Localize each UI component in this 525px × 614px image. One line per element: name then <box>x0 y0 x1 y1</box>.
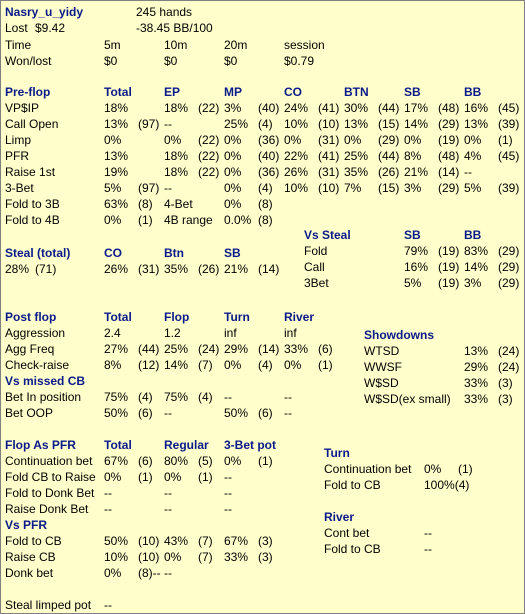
flop-as-pfr-cell-value: 67% <box>104 454 129 468</box>
preflop-cell-value: -- <box>164 117 172 131</box>
preflop-cell-count: (45) <box>498 101 520 115</box>
preflop-header: BTN <box>344 85 369 99</box>
postflop-cell-value: 29% <box>224 342 249 356</box>
preflop-cell-count: (40) <box>258 149 280 163</box>
steal-total-cell-count: (14) <box>258 262 280 276</box>
vs-pfr-title: Vs PFR <box>5 518 48 532</box>
vs-pfr-cell-count: (3) <box>258 534 273 548</box>
summary-header: 5m <box>104 38 121 52</box>
flop-as-pfr-cell-count: (1) <box>198 470 213 484</box>
summary-header: 20m <box>224 38 248 52</box>
preflop-cell-count: (10) <box>318 117 340 131</box>
preflop-cell-value: 13% <box>104 117 129 131</box>
flop-as-pfr-header: Regular <box>164 438 209 452</box>
preflop-cell-value: 16% <box>464 101 489 115</box>
river-title: River <box>324 510 355 524</box>
flop-as-pfr-cell-count: (1) <box>138 470 153 484</box>
preflop-cell-value: 25% <box>224 117 249 131</box>
vs-pfr-row-label: Fold to CB <box>5 534 62 548</box>
flop-as-pfr-cell-value: -- <box>164 486 172 500</box>
steal-total-header: SB <box>224 246 241 260</box>
vs-pfr-cell-value: 67% <box>224 534 249 548</box>
vs-pfr-cell-value: 33% <box>224 550 249 564</box>
vs-missed-cb-cell-value: 75% <box>164 390 189 404</box>
fold3b-sub-value: 0% <box>224 197 242 211</box>
flop-as-pfr-cell-value: -- <box>104 486 112 500</box>
preflop-cell-value: 0% <box>164 133 182 147</box>
steal-total-count: (71) <box>35 262 57 276</box>
fold4b-sub-value: 0.0% <box>224 213 252 227</box>
showdowns-value: 13% <box>464 344 489 358</box>
preflop-cell-count: (97) <box>138 181 160 195</box>
postflop-cell-count: (1) <box>318 358 333 372</box>
vs-missed-cb-cell-value: 75% <box>104 390 129 404</box>
preflop-cell-count: (22) <box>198 165 220 179</box>
preflop-cell-value: 21% <box>404 165 429 179</box>
vs-missed-cb-cell-count: (6) <box>258 406 273 420</box>
preflop-cell-value: 3% <box>224 101 242 115</box>
flop-as-pfr-header: Total <box>104 438 132 452</box>
fold4b-sub-label: 4B range <box>164 213 213 227</box>
fold4b-value: 0% <box>104 213 122 227</box>
steal-total-header: CO <box>104 246 122 260</box>
postflop-cell-count: (6) <box>318 342 333 356</box>
flop-as-pfr-title: Flop As PFR <box>5 438 76 452</box>
showdowns-value: 33% <box>464 392 489 406</box>
flop-as-pfr-cell-count: (1) <box>258 454 273 468</box>
postflop-cell-count: (12) <box>138 358 160 372</box>
vs-steal-row-label: 3Bet <box>304 276 329 290</box>
preflop-cell-value: 14% <box>404 117 429 131</box>
preflop-cell-value: 13% <box>464 117 489 131</box>
vs-steal-row-label: Fold <box>304 244 328 258</box>
postflop-row-label: Check-raise <box>5 358 70 372</box>
showdowns-count: (24) <box>498 360 520 374</box>
preflop-header: SB <box>404 85 421 99</box>
preflop-cell-value: 13% <box>344 117 369 131</box>
vs-steal-cell-value: 3% <box>464 276 482 290</box>
preflop-cell-count: (39) <box>498 181 520 195</box>
turn-value: 100%(4) <box>424 478 470 492</box>
preflop-cell-count: (44) <box>378 101 400 115</box>
vs-missed-cb-cell-value: -- <box>284 390 292 404</box>
vs-steal-cell-count: (29) <box>498 260 520 274</box>
steal-total-cell-count: (31) <box>138 262 160 276</box>
showdowns-row-label: W$SD(ex small) <box>364 392 451 406</box>
vs-pfr-cell-count: (3) <box>258 550 273 564</box>
preflop-cell-count: (22) <box>198 133 220 147</box>
steal-total-cell-value: 35% <box>164 262 189 276</box>
summary-header: session <box>284 38 325 52</box>
postflop-row-label: Agg Freq <box>5 342 55 356</box>
preflop-cell-count: (48) <box>438 149 460 163</box>
steal-total-value: 28% <box>5 262 30 276</box>
postflop-cell-count: (14) <box>258 342 280 356</box>
vs-missed-cb-cell-value: 50% <box>104 406 129 420</box>
preflop-row-label: PFR <box>5 149 29 163</box>
postflop-header: River <box>284 310 315 324</box>
vs-pfr-cell-value: 0% <box>104 566 122 580</box>
postflop-row-label: Aggression <box>5 326 66 340</box>
preflop-cell-count: (26) <box>378 165 400 179</box>
preflop-cell-value: -- <box>464 165 472 179</box>
postflop-cell-value: 2.4 <box>104 326 121 340</box>
flop-as-pfr-header: 3-Bet pot <box>224 438 276 452</box>
postflop-header: Flop <box>164 310 190 324</box>
postflop-cell-value: inf <box>284 326 297 340</box>
preflop-cell-value: 0% <box>224 149 242 163</box>
fold3b-sub-count: (8) <box>258 197 273 211</box>
vs-steal-cell-count: (29) <box>498 244 520 258</box>
preflop-row-label: Limp <box>5 133 32 147</box>
river-row-label: Cont bet <box>324 526 370 540</box>
turn-count: (1) <box>458 462 473 476</box>
vs-steal-cell-value: 16% <box>404 260 429 274</box>
fold3b-count: (8) <box>138 197 153 211</box>
vs-steal-cell-count: (29) <box>498 276 520 290</box>
vs-pfr-cell-value: 50% <box>104 534 129 548</box>
preflop-cell-value: 35% <box>344 165 369 179</box>
preflop-cell-count: (22) <box>198 149 220 163</box>
preflop-cell-value: 26% <box>284 165 309 179</box>
vs-steal-cell-count: (19) <box>438 244 460 258</box>
vs-pfr-row-label: Raise CB <box>5 550 56 564</box>
preflop-cell-count: (36) <box>258 133 280 147</box>
vs-missed-cb-row-label: Bet OOP <box>5 406 54 420</box>
vs-steal-cell-value: 5% <box>404 276 422 290</box>
vs-missed-cb-row-label: Bet In position <box>5 390 82 404</box>
preflop-cell-count: (31) <box>318 165 340 179</box>
preflop-header: CO <box>284 85 302 99</box>
postflop-cell-value: 25% <box>164 342 189 356</box>
vs-steal-cell-value: 79% <box>404 244 429 258</box>
summary-row-label: Time <box>5 38 32 52</box>
preflop-row-label: Raise 1st <box>5 165 56 179</box>
vs-steal-title: Vs Steal <box>304 228 351 242</box>
turn-row-label: Fold to CB <box>324 478 381 492</box>
preflop-cell-value: 18% <box>164 149 189 163</box>
vs-missed-cb-cell-value: -- <box>224 390 232 404</box>
flop-as-pfr-cell-count: (6) <box>138 454 153 468</box>
showdowns-row-label: W$SD <box>364 376 399 390</box>
vs-pfr-cell-value: 0% <box>164 550 182 564</box>
preflop-cell-count: (40) <box>258 101 280 115</box>
preflop-cell-value: 13% <box>104 149 129 163</box>
postflop-cell-value: 0% <box>284 358 302 372</box>
vs-pfr-cell-count: (7) <box>198 550 213 564</box>
steal-total-title: Steal (total) <box>5 246 71 260</box>
preflop-cell-count: (4) <box>258 117 273 131</box>
fold4b-label: Fold to 4B <box>5 213 60 227</box>
steal-limped-value: -- <box>104 598 112 612</box>
vs-pfr-cell-count: (7) <box>198 534 213 548</box>
fold3b-label: Fold to 3B <box>5 197 60 211</box>
preflop-cell-count: (97) <box>138 117 160 131</box>
preflop-cell-value: 5% <box>464 181 482 195</box>
preflop-cell-value: 10% <box>284 117 309 131</box>
vs-missed-cb-cell-value: 50% <box>224 406 249 420</box>
vs-missed-cb-cell-value: -- <box>164 406 172 420</box>
preflop-cell-value: 0% <box>404 133 422 147</box>
turn-title: Turn <box>324 446 350 460</box>
flop-as-pfr-cell-count: (5) <box>198 454 213 468</box>
vs-steal-header: SB <box>404 228 421 242</box>
preflop-cell-count: (45) <box>498 149 520 163</box>
showdowns-title: Showdowns <box>364 328 434 342</box>
preflop-cell-value: 18% <box>104 101 129 115</box>
summary-row-label: Won/lost <box>5 54 52 68</box>
vs-steal-row-label: Call <box>304 260 325 274</box>
preflop-cell-count: (22) <box>198 101 220 115</box>
fold3b-sub-label: 4-Bet <box>164 197 193 211</box>
vs-steal-cell-count: (19) <box>438 260 460 274</box>
postflop-cell-value: 14% <box>164 358 189 372</box>
steal-total-header: Btn <box>164 246 184 260</box>
steal-total-cell-value: 26% <box>104 262 129 276</box>
preflop-cell-value: 18% <box>164 165 189 179</box>
summary-cell: $0.79 <box>284 54 315 68</box>
flop-as-pfr-cell-value: -- <box>164 502 172 516</box>
preflop-cell-count: (29) <box>438 181 460 195</box>
preflop-cell-value: -- <box>164 181 172 195</box>
turn-row-label: Continuation bet <box>324 462 412 476</box>
vs-missed-cb-cell-value: -- <box>284 406 292 420</box>
showdowns-count: (24) <box>498 344 520 358</box>
preflop-header: Total <box>104 85 132 99</box>
vs-pfr-cell-count: (10) <box>138 534 160 548</box>
postflop-header: Turn <box>224 310 250 324</box>
flop-as-pfr-cell-value: -- <box>224 470 232 484</box>
preflop-cell-value: 19% <box>104 165 129 179</box>
summary-cell: $0 <box>104 54 118 68</box>
preflop-cell-count: (15) <box>378 181 400 195</box>
hands-count: 245 hands <box>136 5 193 19</box>
steal-limped-label: Steal limped pot <box>5 598 92 612</box>
showdowns-value: 29% <box>464 360 489 374</box>
flop-as-pfr-cell-value: -- <box>224 486 232 500</box>
preflop-cell-count: (48) <box>438 101 460 115</box>
preflop-cell-value: 24% <box>284 101 309 115</box>
vs-pfr-cell-value: 43% <box>164 534 189 548</box>
preflop-cell-value: 22% <box>284 149 309 163</box>
vs-steal-cell-count: (19) <box>438 276 460 290</box>
vs-steal-header: BB <box>464 228 482 242</box>
postflop-cell-value: inf <box>224 326 237 340</box>
flop-as-pfr-row-label: Fold CB to Raise <box>5 470 96 484</box>
preflop-row-label: VP$IP <box>5 101 40 115</box>
bb-per-100: -38.45 BB/100 <box>136 21 213 35</box>
vs-pfr-cell-value: -- <box>164 566 172 580</box>
preflop-cell-value: 7% <box>344 181 362 195</box>
steal-total-cell-value: 21% <box>224 262 249 276</box>
flop-as-pfr-row-label: Raise Donk Bet <box>5 502 89 516</box>
preflop-header: BB <box>464 85 482 99</box>
postflop-cell-value: 0% <box>224 358 242 372</box>
preflop-cell-value: 0% <box>224 181 242 195</box>
preflop-cell-value: 0% <box>224 165 242 179</box>
postflop-cell-value: 27% <box>104 342 129 356</box>
showdowns-count: (3) <box>498 376 513 390</box>
postflop-header: Total <box>104 310 132 324</box>
flop-as-pfr-row-label: Fold to Donk Bet <box>5 486 95 500</box>
showdowns-row-label: WTSD <box>364 344 400 358</box>
preflop-cell-value: 30% <box>344 101 369 115</box>
vs-steal-cell-value: 14% <box>464 260 489 274</box>
preflop-cell-value: 25% <box>344 149 369 163</box>
vs-missed-cb-cell-count: (4) <box>198 390 213 404</box>
postflop-cell-value: 33% <box>284 342 309 356</box>
fold4b-count: (1) <box>138 213 153 227</box>
showdowns-row-label: WWSF <box>364 360 402 374</box>
flop-as-pfr-cell-value: 80% <box>164 454 189 468</box>
preflop-cell-value: 8% <box>404 149 422 163</box>
postflop-cell-count: (44) <box>138 342 160 356</box>
preflop-cell-count: (1) <box>498 133 513 147</box>
postflop-cell-count: (4) <box>258 358 273 372</box>
river-row-label: Fold to CB <box>324 542 381 556</box>
vs-pfr-cell-count: (10) <box>138 550 160 564</box>
summary-cell: $0 <box>224 54 238 68</box>
flop-as-pfr-row-label: Continuation bet <box>5 454 93 468</box>
preflop-cell-count: (44) <box>378 149 400 163</box>
preflop-cell-value: 0% <box>284 133 302 147</box>
postflop-cell-count: (24) <box>198 342 220 356</box>
postflop-cell-count: (7) <box>198 358 213 372</box>
vs-steal-cell-value: 83% <box>464 244 489 258</box>
showdowns-count: (3) <box>498 392 513 406</box>
player-name: Nasry_u_yidy <box>5 5 84 19</box>
preflop-row-label: 3-Bet <box>5 181 34 195</box>
flop-as-pfr-cell-value: 0% <box>164 470 182 484</box>
flop-as-pfr-cell-value: 0% <box>104 470 122 484</box>
vs-missed-cb-cell-count: (4) <box>138 390 153 404</box>
preflop-cell-value: 17% <box>404 101 429 115</box>
preflop-header: EP <box>164 85 181 99</box>
postflop-cell-value: 1.2 <box>164 326 181 340</box>
vs-pfr-cell-count: (8)-- <box>138 566 161 580</box>
lost-value: $9.42 <box>35 21 66 35</box>
preflop-cell-value: 0% <box>344 133 362 147</box>
steal-total-cell-count: (26) <box>198 262 220 276</box>
vs-pfr-row-label: Donk bet <box>5 566 54 580</box>
lost-label: Lost <box>5 21 28 35</box>
preflop-cell-value: 18% <box>164 101 189 115</box>
preflop-cell-count: (4) <box>258 181 273 195</box>
preflop-cell-value: 5% <box>104 181 122 195</box>
preflop-cell-count: (41) <box>318 149 340 163</box>
preflop-cell-value: 4% <box>464 149 482 163</box>
postflop-cell-value: 8% <box>104 358 122 372</box>
preflop-cell-value: 0% <box>224 133 242 147</box>
preflop-cell-count: (41) <box>318 101 340 115</box>
flop-as-pfr-cell-value: -- <box>104 502 112 516</box>
vs-missed-cb-title: Vs missed CB <box>5 374 86 388</box>
preflop-title: Pre-flop <box>5 85 51 99</box>
preflop-header: MP <box>224 85 242 99</box>
preflop-cell-count: (10) <box>318 181 340 195</box>
preflop-cell-count: (36) <box>258 165 280 179</box>
preflop-cell-value: 0% <box>464 133 482 147</box>
preflop-cell-count: (39) <box>498 117 520 131</box>
fold4b-sub-count: (8) <box>258 213 273 227</box>
river-value: -- <box>424 526 432 540</box>
summary-header: 10m <box>164 38 188 52</box>
preflop-cell-value: 3% <box>404 181 422 195</box>
turn-value: 0% <box>424 462 442 476</box>
preflop-cell-value: 10% <box>284 181 309 195</box>
summary-cell: $0 <box>164 54 178 68</box>
preflop-cell-count: (29) <box>438 117 460 131</box>
flop-as-pfr-cell-value: 0% <box>224 454 242 468</box>
preflop-cell-count: (14) <box>438 165 460 179</box>
vs-pfr-cell-value: 10% <box>104 550 129 564</box>
vs-missed-cb-cell-count: (6) <box>138 406 153 420</box>
postflop-title: Post flop <box>5 310 57 324</box>
river-value: -- <box>424 542 432 556</box>
fold3b-value: 63% <box>104 197 129 211</box>
preflop-cell-count: (31) <box>318 133 340 147</box>
preflop-cell-count: (19) <box>438 133 460 147</box>
preflop-cell-value: 0% <box>104 133 122 147</box>
preflop-cell-count: (29) <box>378 133 400 147</box>
flop-as-pfr-cell-value: -- <box>224 502 232 516</box>
showdowns-value: 33% <box>464 376 489 390</box>
preflop-row-label: Call Open <box>5 117 59 131</box>
preflop-cell-count: (15) <box>378 117 400 131</box>
